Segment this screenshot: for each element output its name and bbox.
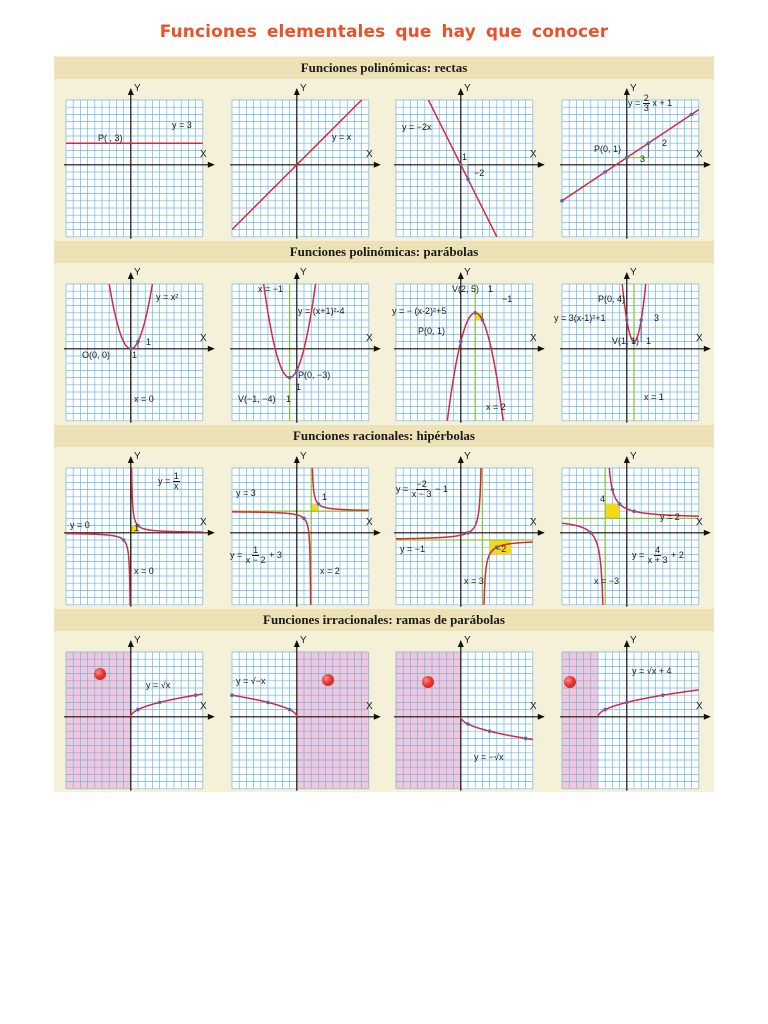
axis-of-symmetry-label: x = 2 (486, 402, 506, 412)
graph-parabola-narrow (550, 264, 710, 424)
curve-point (158, 701, 162, 705)
point-label: P(0, −3) (298, 370, 331, 380)
highlight-box-label: 4 (600, 494, 606, 504)
vertex-label: V(2, 5) (452, 284, 480, 294)
y-axis-arrow (458, 456, 464, 463)
horizontal-asymptote-label: y = 2 (660, 512, 680, 522)
graph-two-thirds-line (550, 80, 710, 240)
graph-hyperbola-negative (384, 448, 544, 608)
graph-canvas (550, 632, 710, 792)
curve-point (459, 340, 463, 344)
equation-label: y = −√x (474, 752, 504, 762)
vertical-asymptote-label: x = 0 (134, 566, 154, 576)
y-axis-arrow (458, 640, 464, 647)
page-title: Funciones elementales que hay que conocer (159, 22, 609, 42)
section-heading-parabolas: Funciones polinómicas: parábolas (54, 241, 714, 263)
graph-sqrt-x (54, 632, 214, 792)
section-heading-rectas: Funciones polinómicas: rectas (54, 57, 714, 79)
step-x-label: 1 (132, 350, 138, 360)
step-y-label: −1 (502, 294, 513, 304)
curve-point (302, 517, 306, 521)
graph-canvas (550, 448, 710, 608)
x-axis-arrow (538, 714, 545, 720)
x-axis-arrow (704, 346, 711, 352)
graph-canvas (54, 80, 214, 240)
y-axis-arrow (128, 456, 134, 463)
y-axis-label: Y (300, 635, 307, 646)
curve-point (625, 156, 629, 160)
x-axis-label: X (366, 517, 373, 528)
x-axis-label: X (696, 517, 703, 528)
curve-point (459, 163, 463, 167)
graph-hyperbola-shifted-up (220, 448, 380, 608)
horizontal-asymptote-label: y = −1 (400, 544, 426, 554)
x-axis-arrow (374, 162, 381, 168)
graph-canvas (220, 448, 380, 608)
equation-label: y = $\frac{4}{x + 3}$ + 2 (632, 545, 684, 565)
y-axis-label: Y (300, 451, 307, 462)
point-label: P(0, 1) (418, 326, 446, 336)
step-y-label: 2 (662, 138, 668, 148)
curve-point (288, 376, 292, 380)
axis-of-symmetry-label: x = 1 (644, 392, 664, 402)
curve-point (524, 737, 528, 741)
equation-label: y = −2x (402, 122, 432, 132)
step-x-label: 3 (640, 154, 646, 164)
graph-canvas (54, 632, 214, 792)
curve-point (603, 708, 607, 712)
x-axis-arrow (208, 346, 215, 352)
highlight-box-label: 1 (322, 492, 328, 502)
x-axis-label: X (530, 701, 537, 712)
y-axis-label: Y (630, 635, 637, 646)
y-axis-label: Y (464, 267, 471, 278)
equation-label: y = 3 (172, 120, 192, 130)
x-axis-arrow (208, 162, 215, 168)
step-y-label: 1 (146, 337, 152, 347)
x-axis-label: X (530, 149, 537, 160)
y-axis-arrow (128, 272, 134, 279)
curve-point (136, 340, 140, 344)
y-axis-arrow (458, 272, 464, 279)
step-y-label: 1 (296, 382, 302, 392)
y-axis-label: Y (134, 451, 141, 462)
section-heading-hiperbolas: Funciones racionales: hipérbolas (54, 425, 714, 447)
excluded-domain-marker (564, 676, 576, 688)
x-axis-arrow (208, 714, 215, 720)
curve-point (589, 531, 593, 535)
x-axis-arrow (374, 346, 381, 352)
graph-constant-line (54, 80, 214, 240)
step-x-label: 1 (462, 152, 468, 162)
step-x-label: 1 (286, 394, 292, 404)
y-axis-arrow (624, 640, 630, 647)
section-heading-irracionales: Funciones irracionales: ramas de parábolas (54, 609, 714, 631)
y-axis-arrow (458, 88, 464, 95)
domain-excluded-region (396, 652, 461, 789)
y-axis-arrow (294, 88, 300, 95)
equation-label: y = 3(x-1)²+1 (554, 313, 606, 323)
y-axis-label: Y (464, 635, 471, 646)
y-axis-label: Y (134, 635, 141, 646)
equation-label: y = $\frac{2}{3}$ x + 1 (628, 93, 673, 113)
y-axis-arrow (294, 640, 300, 647)
graph-identity-line (220, 80, 380, 240)
vertical-asymptote-label: x = 2 (320, 566, 340, 576)
x-axis-arrow (704, 714, 711, 720)
graph-parabola-shifted (220, 264, 380, 424)
x-axis-arrow (538, 346, 545, 352)
equation-label: y = √−x (236, 676, 266, 686)
equation-label: y = √x (146, 680, 171, 690)
x-axis-label: X (530, 333, 537, 344)
graph-canvas (220, 80, 380, 240)
curve-point (481, 318, 485, 322)
vertex-label: V(1, 1) (612, 336, 640, 346)
graph-hyperbola-shifted-left (550, 448, 710, 608)
y-axis-arrow (128, 88, 134, 95)
y-axis-label: Y (134, 267, 141, 278)
axis-of-symmetry-label: x = 0 (134, 394, 154, 404)
excluded-domain-marker (322, 674, 334, 686)
curve-point (466, 531, 470, 535)
curve-point (136, 708, 140, 712)
x-axis-label: X (696, 333, 703, 344)
vertical-asymptote-label: x = −3 (594, 576, 620, 586)
highlight-box (605, 504, 619, 518)
graph-sqrt-minus-x (220, 632, 380, 792)
y-axis-label: Y (630, 451, 637, 462)
graph-slope-minus-two-line (384, 80, 544, 240)
curve-point (473, 311, 477, 315)
x-axis-label: X (366, 149, 373, 160)
curve-point (266, 701, 270, 705)
curve-point (611, 488, 615, 492)
curve-point (632, 509, 636, 513)
excluded-domain-marker (422, 676, 434, 688)
horizontal-asymptote-label: y = 3 (236, 488, 256, 498)
graph-parabola-downward (384, 264, 544, 424)
y-axis-label: Y (300, 83, 307, 94)
y-axis-label: Y (134, 83, 141, 94)
equation-label: y = x² (156, 292, 179, 302)
x-axis-arrow (374, 714, 381, 720)
excluded-domain-marker (94, 668, 106, 680)
y-axis-arrow (128, 640, 134, 647)
step-y-label: 3 (654, 313, 660, 323)
curve-point (317, 502, 321, 506)
point-label: P(0, 4) (598, 294, 626, 304)
x-axis-label: X (530, 517, 537, 528)
curve-point (639, 318, 643, 322)
point-label: P(0, 1) (594, 144, 622, 154)
y-axis-label: Y (464, 451, 471, 462)
y-axis-label: Y (630, 83, 637, 94)
graph-parabola-x-squared (54, 264, 214, 424)
equation-label: y = √x + 4 (632, 666, 672, 676)
highlight-box-label: 1 (134, 523, 140, 533)
curve-point (647, 141, 651, 145)
y-axis-arrow (624, 272, 630, 279)
x-axis-label: X (200, 517, 207, 528)
graph-minus-sqrt-x (384, 632, 544, 792)
equation-label: y = x (332, 132, 352, 142)
x-axis-label: X (200, 333, 207, 344)
equation-label: y = − (x-2)²+5 (392, 306, 447, 316)
graph-canvas (384, 632, 544, 792)
curve-point (230, 693, 234, 697)
vertex-label: V(−1, −4) (238, 394, 276, 404)
graph-hyperbola-basic (54, 448, 214, 608)
equation-label: y = (x+1)²-4 (298, 306, 345, 316)
y-axis-arrow (624, 456, 630, 463)
y-axis-label: Y (630, 267, 637, 278)
curve-point (466, 177, 470, 181)
x-axis-arrow (704, 162, 711, 168)
graph-canvas (220, 632, 380, 792)
point-label: P( , 3) (98, 133, 123, 143)
x-axis-label: X (200, 701, 207, 712)
x-axis-arrow (208, 530, 215, 536)
highlight-box-label: −2 (496, 544, 507, 554)
equation-label: y = $\frac{-2}{x - 3}$ − 1 (396, 479, 448, 499)
curve-point (625, 701, 629, 705)
equation-label: y = $\frac{1}{x - 2}$ + 3 (230, 545, 282, 565)
y-axis-arrow (294, 456, 300, 463)
x-axis-label: X (366, 333, 373, 344)
curve-point (625, 318, 629, 322)
y-axis-label: Y (464, 83, 471, 94)
curve-point (122, 538, 126, 542)
x-axis-label: X (366, 701, 373, 712)
equation-label: y = $\frac{1}{x}$ (158, 471, 179, 491)
curve-point (603, 170, 607, 174)
x-axis-label: X (696, 701, 703, 712)
step-y-label: −2 (474, 168, 485, 178)
y-axis-arrow (294, 272, 300, 279)
curve-point (466, 722, 470, 726)
curve-point (194, 693, 198, 697)
x-axis-arrow (374, 530, 381, 536)
vertical-asymptote-label: x = 3 (464, 576, 484, 586)
y-axis-label: Y (300, 267, 307, 278)
x-axis-arrow (538, 530, 545, 536)
curve-point (488, 729, 492, 733)
x-axis-label: X (696, 149, 703, 160)
curve-point (690, 113, 694, 117)
axis-of-symmetry-label: x = −1 (258, 284, 284, 294)
step-x-label: 1 (646, 336, 652, 346)
step-x-label: 1 (488, 284, 494, 294)
x-axis-label: X (200, 149, 207, 160)
graph-sqrt-x-plus-4 (550, 632, 710, 792)
vertex-label: O(0, 0) (82, 350, 111, 360)
curve-point (661, 693, 665, 697)
horizontal-asymptote-label: y = 0 (70, 520, 90, 530)
domain-excluded-region (562, 652, 598, 789)
curve-point (618, 502, 622, 506)
curve-point (560, 199, 564, 203)
x-axis-arrow (704, 530, 711, 536)
curve-point (288, 708, 292, 712)
x-axis-arrow (538, 162, 545, 168)
